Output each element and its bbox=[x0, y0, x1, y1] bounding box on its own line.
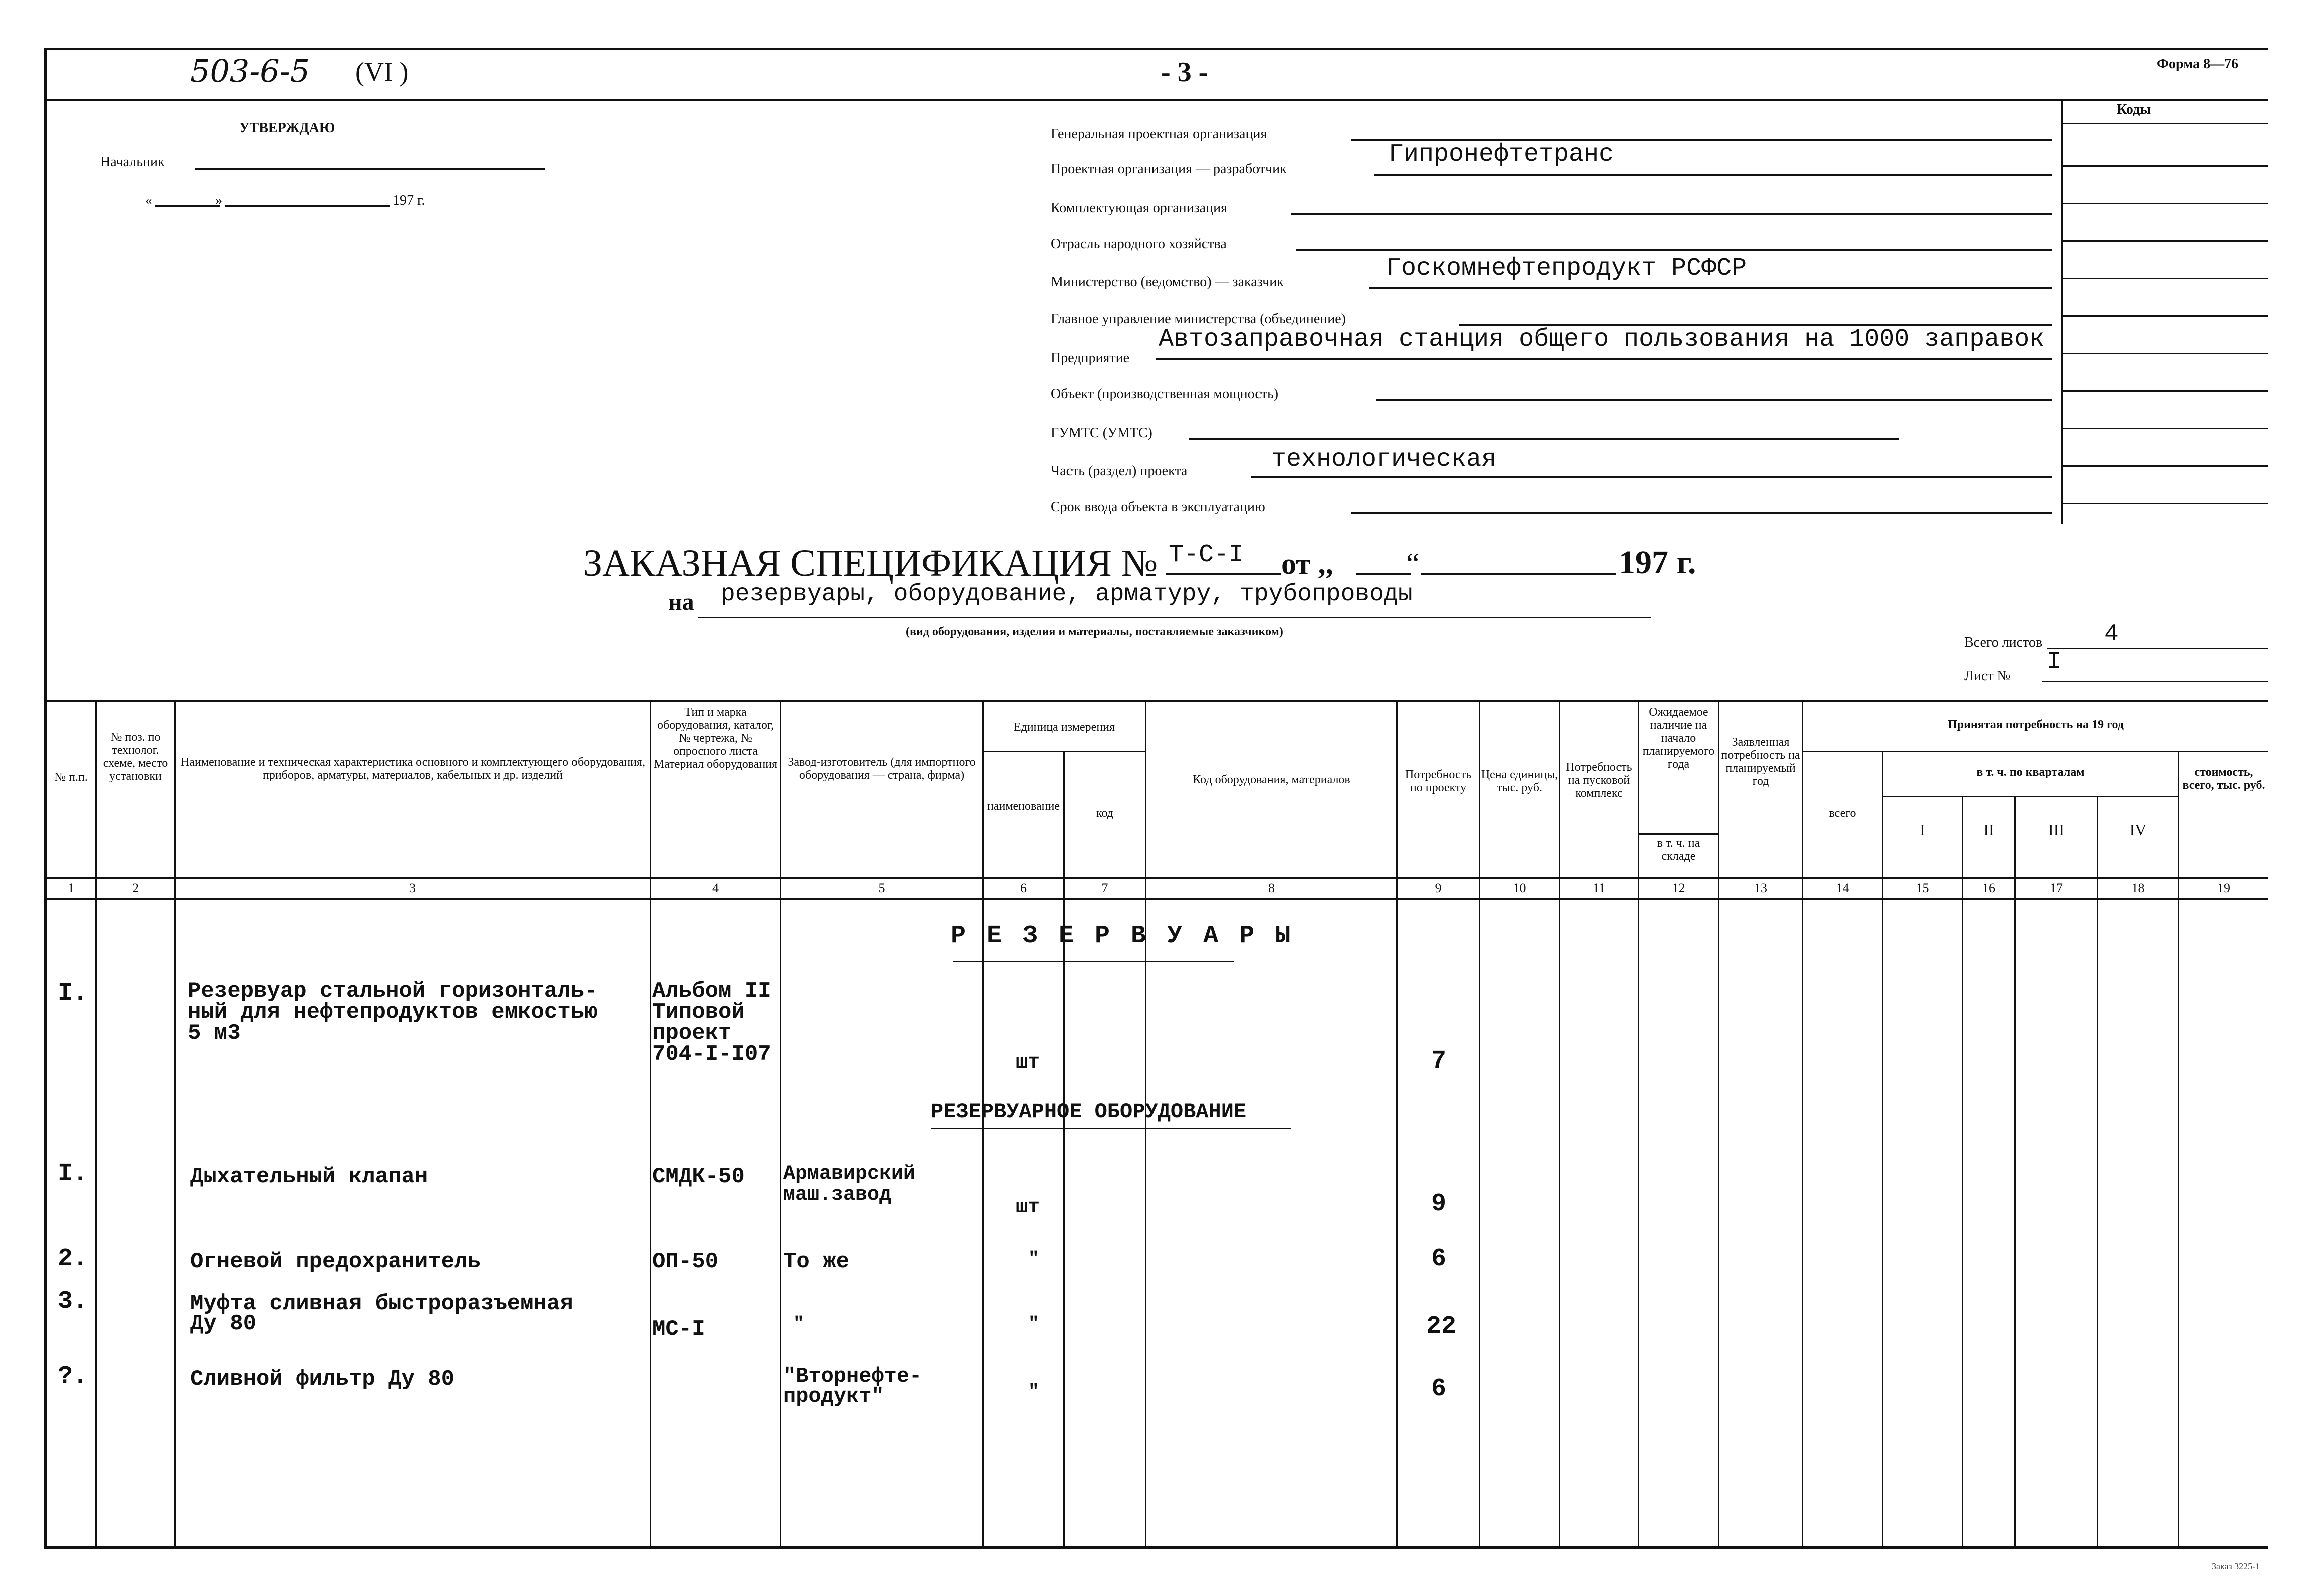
date-open: « bbox=[145, 193, 152, 208]
approve-year: 197 г. bbox=[393, 193, 425, 208]
col-header-q3: III bbox=[2048, 823, 2064, 836]
total-sheets-value: 4 bbox=[2104, 621, 2119, 648]
field-label: Отрасль народного хозяйства bbox=[1051, 236, 1227, 252]
field-value-designer: Гипронефтетранс bbox=[1389, 140, 1614, 169]
row-type: МС-I bbox=[652, 1317, 705, 1342]
spec-number: Т-С-I bbox=[1169, 541, 1244, 569]
form-label: Форма 8—76 bbox=[2157, 56, 2239, 72]
codes-col-border bbox=[2061, 99, 2063, 524]
codes-head-line bbox=[2061, 123, 2268, 124]
row-qty: 6 bbox=[1431, 1375, 1447, 1403]
row-number: I. bbox=[58, 1160, 88, 1188]
row-qty: 6 bbox=[1431, 1245, 1447, 1273]
total-sheets-label: Всего листов bbox=[1964, 635, 2043, 650]
spec-year: 197 г. bbox=[1619, 544, 1696, 581]
row-number: 3. bbox=[58, 1287, 88, 1316]
spec-on: на bbox=[668, 589, 694, 615]
col-header-q4: IV bbox=[2129, 823, 2147, 836]
field-label: Министерство (ведомство) — заказчик bbox=[1051, 274, 1284, 290]
col-header-unit: Единица измерения bbox=[1013, 721, 1115, 734]
col-header-quarters: в т. ч. по кварталам bbox=[1976, 766, 2085, 779]
row-plant: " bbox=[793, 1314, 804, 1334]
col-header: Потребность на пусковой комплекс bbox=[1566, 761, 1632, 800]
field-label: ГУМТС (УМТС) bbox=[1051, 425, 1152, 441]
col-header: № п.п. bbox=[54, 771, 88, 784]
row-number: ?. bbox=[58, 1362, 88, 1391]
col-header: Цена единицы, тыс. руб. bbox=[1481, 768, 1558, 794]
col-header: Потребность по проекту bbox=[1405, 768, 1472, 794]
row-qty: 7 bbox=[1431, 1047, 1447, 1076]
row-unit: шт bbox=[1016, 1196, 1040, 1219]
field-label: Срок ввода объекта в эксплуатацию bbox=[1051, 499, 1265, 515]
field-label: Объект (производственная мощность) bbox=[1051, 386, 1279, 402]
sheet-label: Лист № bbox=[1964, 668, 2011, 684]
col-header: код bbox=[1096, 807, 1113, 820]
field-label: Комплектующая организация bbox=[1051, 200, 1227, 216]
row-name: Дыхательный клапан bbox=[190, 1164, 428, 1189]
chief-line bbox=[195, 168, 545, 170]
col-header-q1: I bbox=[1920, 823, 1925, 836]
frame-bottom bbox=[44, 1546, 2268, 1549]
col-header: Ожидаемое наличие на начало планируемого года bbox=[1642, 706, 1715, 771]
row-name: Резервуар стальной горизонталь- ный для нефтепродуктов емкостью 5 м3 bbox=[188, 979, 598, 1046]
spec-subject-note: (вид оборудования, изделия и материалы, поставляемые заказчиком) bbox=[906, 625, 1283, 638]
field-label: Проектная организация — разработчик bbox=[1051, 161, 1287, 177]
row-unit: шт bbox=[1016, 1051, 1040, 1074]
col-header: наименование bbox=[987, 800, 1060, 813]
field-label: Предприятие bbox=[1051, 350, 1130, 366]
col-header: Тип и марка оборудования, каталог, № чертежа, № опросного листа Материал оборудования bbox=[653, 706, 778, 771]
field-value-enterprise: Автозаправочная станция общего пользования на 1000 заправок bbox=[1159, 325, 2045, 354]
codes-label: Коды bbox=[2117, 102, 2151, 117]
doc-code: 503-6-5 bbox=[190, 53, 310, 89]
row-unit: " bbox=[1028, 1314, 1039, 1334]
sheet-value: I bbox=[2047, 648, 2061, 675]
table-head-bottom bbox=[44, 877, 2268, 879]
spec-title: ЗАКАЗНАЯ СПЕЦИФИКАЦИЯ № bbox=[583, 542, 1158, 584]
field-value-part: технологическая bbox=[1271, 445, 1497, 474]
doc-part: (VI ) bbox=[355, 57, 409, 87]
row-unit: " bbox=[1028, 1249, 1039, 1269]
row-number: I. bbox=[58, 979, 88, 1008]
col-header: Заявленная потребность на планируемый год bbox=[1721, 736, 1800, 788]
row-qty: 22 bbox=[1426, 1312, 1457, 1341]
date-close: » bbox=[215, 193, 222, 208]
col-header: всего bbox=[1829, 807, 1856, 820]
col-header: в т. ч. на складе bbox=[1657, 837, 1700, 863]
row-plant: "Вторнефте- продукт" bbox=[783, 1364, 922, 1408]
field-label: Главное управление министерства (объединение) bbox=[1051, 311, 1346, 327]
col-header: Код оборудования, материалов bbox=[1193, 773, 1350, 786]
header-divider bbox=[44, 99, 2268, 101]
date-day-line bbox=[155, 205, 220, 207]
chief-label: Начальник bbox=[100, 154, 165, 170]
row-qty: 9 bbox=[1431, 1190, 1447, 1218]
col-header: Завод-изготовитель (для импортного оборудования — страна, фирма) bbox=[788, 756, 976, 782]
row-type: Альбом II Типовой проект 704-I-I07 bbox=[652, 979, 771, 1067]
row-name: Сливной фильтр Ду 80 bbox=[190, 1367, 455, 1392]
row-type: СМДК-50 bbox=[652, 1164, 745, 1189]
row-plant: То же bbox=[783, 1249, 850, 1274]
col-header: Наименование и техническая характеристика основного и комплектующего оборудования, приборов, арматуры, материалов, кабельных и др. изделий bbox=[181, 756, 645, 782]
field-value-customer: Госкомнефтепродукт РСФСР bbox=[1386, 254, 1747, 283]
field-label: Генеральная проектная организация bbox=[1051, 126, 1267, 142]
table-colnum-bottom bbox=[44, 898, 2268, 900]
col-header: № поз. по технолог. схеме, место установки bbox=[103, 731, 168, 783]
row-unit: " bbox=[1028, 1381, 1039, 1402]
section-reservoirs: Р Е З Е Р В У А Р Ы bbox=[951, 922, 1294, 950]
frame-left bbox=[44, 48, 47, 1549]
spec-subject: резервуары, оборудование, арматуру, трубопроводы bbox=[721, 581, 1413, 608]
table-top bbox=[44, 700, 2268, 702]
spec-from: от ,, bbox=[1281, 547, 1333, 580]
field-label: Часть (раздел) проекта bbox=[1051, 463, 1188, 479]
frame-top bbox=[44, 48, 2268, 50]
section-equipment: РЕЗЕРВУАРНОЕ ОБОРУДОВАНИЕ bbox=[931, 1100, 1247, 1124]
row-plant: Армавирский маш.завод bbox=[783, 1163, 916, 1206]
row-name: Муфта сливная быстроразъемная Ду 80 bbox=[190, 1291, 573, 1336]
col-header-q2: II bbox=[1983, 823, 1994, 836]
date-month-line bbox=[225, 205, 390, 207]
approve-title: УТВЕРЖДАЮ bbox=[239, 120, 335, 136]
row-number: 2. bbox=[58, 1245, 88, 1273]
page-number: - 3 - bbox=[1161, 57, 1208, 88]
col-header: стоимость, всего, тыс. руб. bbox=[2182, 766, 2265, 792]
print-stamp: Заказ 3225-1 bbox=[2212, 1561, 2260, 1571]
col-header-accepted: Принятая потребность на 19 год bbox=[1948, 718, 2124, 731]
row-name: Огневой предохранитель bbox=[190, 1249, 481, 1274]
row-type: ОП-50 bbox=[652, 1249, 719, 1274]
spec-quote: “ bbox=[1406, 547, 1420, 580]
